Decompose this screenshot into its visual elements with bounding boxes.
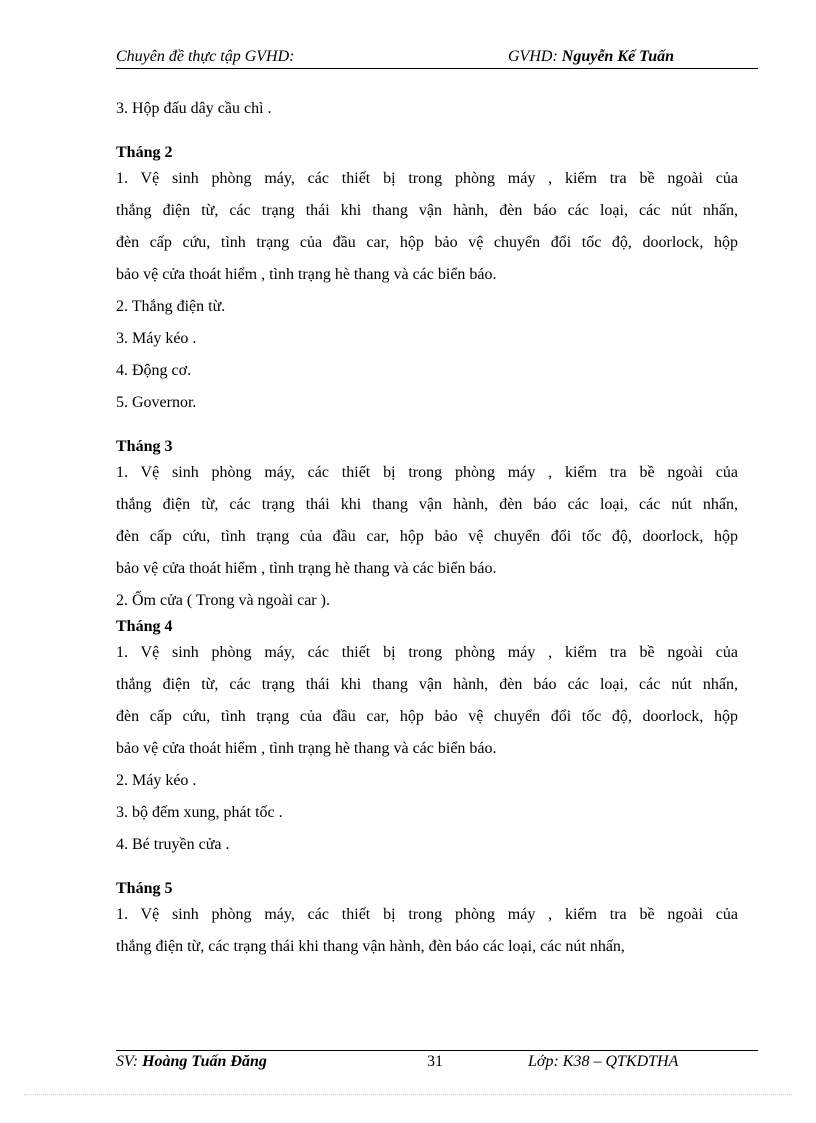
section-title-thang-5: Tháng 5 <box>116 880 173 897</box>
page-bottom-divider <box>24 1094 792 1095</box>
paragraph-line: 1. Vệ sinh phòng máy, các thiết bị trong phòng máy , kiểm tra bề ngoài của <box>116 906 738 923</box>
paragraph-line: 1. Vệ sinh phòng máy, các thiết bị trong phòng máy , kiểm tra bề ngoài của <box>116 464 738 481</box>
list-item: 2. Thắng điện từ. <box>116 298 226 315</box>
list-item: 5. Governor. <box>116 394 197 411</box>
footer-rule-right <box>353 1050 758 1051</box>
paragraph-line: thắng điện từ, các trạng thái khi thang vận hành, đèn báo các loại, các nút nhấn, <box>116 676 738 693</box>
paragraph-line-last: bảo vệ cửa thoát hiểm , tình trạng hè thang và các biển báo. <box>116 740 497 757</box>
paragraph-line: đèn cấp cứu, tình trạng của đầu car, hộp bảo vệ chuyển đổi tốc độ, doorlock, hộp <box>116 708 738 725</box>
header-subject: Chuyên đề thực tập GVHD: <box>116 48 295 65</box>
list-item: 4. Động cơ. <box>116 362 192 379</box>
paragraph-line: thắng điện từ, các trạng thái khi thang vận hành, đèn báo các loại, các nút nhấn, <box>116 202 738 219</box>
footer-student-label: SV: <box>116 1053 143 1070</box>
document-body <box>116 93 738 963</box>
paragraph-line: 1. Vệ sinh phòng máy, các thiết bị trong phòng máy , kiểm tra bề ngoài của <box>116 170 738 187</box>
list-item: 2. Ốm cửa ( Trong và ngoài car ). <box>116 592 330 609</box>
header-supervisor-name: Nguyễn Kế Tuấn <box>561 48 675 65</box>
paragraph-line: thắng điện từ, các trạng thái khi thang vận hành, đèn báo các loại, các nút nhấn, <box>116 938 625 955</box>
list-item: 3. bộ đếm xung, phát tốc . <box>116 804 283 821</box>
footer-student-name: Hoàng Tuấn Đăng <box>142 1053 267 1070</box>
page-footer <box>116 1053 758 1075</box>
header-supervisor-label: GVHD: <box>508 48 562 65</box>
page-number: 31 <box>427 1053 443 1070</box>
paragraph-line-last: bảo vệ cửa thoát hiểm , tình trạng hè thang và các biển báo. <box>116 266 497 283</box>
footer-class: Lớp: K38 – QTKDTHA <box>528 1053 679 1070</box>
header-supervisor <box>508 48 674 66</box>
page-header <box>116 48 758 69</box>
section-title-thang-3: Tháng 3 <box>116 438 173 455</box>
section-title-thang-2: Tháng 2 <box>116 144 173 161</box>
paragraph-line: thắng điện từ, các trạng thái khi thang vận hành, đèn báo các loại, các nút nhấn, <box>116 496 738 513</box>
footer-rule-left <box>116 1050 353 1051</box>
paragraph-line: đèn cấp cứu, tình trạng của đầu car, hộp bảo vệ chuyển đổi tốc độ, doorlock, hộp <box>116 528 738 545</box>
paragraph-line: 1. Vệ sinh phòng máy, các thiết bị trong phòng máy , kiểm tra bề ngoài của <box>116 644 738 661</box>
list-item: 3. Máy kéo . <box>116 330 197 347</box>
list-item: 4. Bé truyền cửa . <box>116 836 230 853</box>
footer-student <box>116 1053 267 1071</box>
list-item: 2. Máy kéo . <box>116 772 197 789</box>
paragraph-line: đèn cấp cứu, tình trạng của đầu car, hộp bảo vệ chuyển đổi tốc độ, doorlock, hộp <box>116 234 738 251</box>
section-title-thang-4: Tháng 4 <box>116 618 173 635</box>
intro-item: 3. Hộp đấu dây cầu chì . <box>116 100 272 117</box>
paragraph-line-last: bảo vệ cửa thoát hiểm , tình trạng hè thang và các biển báo. <box>116 560 497 577</box>
